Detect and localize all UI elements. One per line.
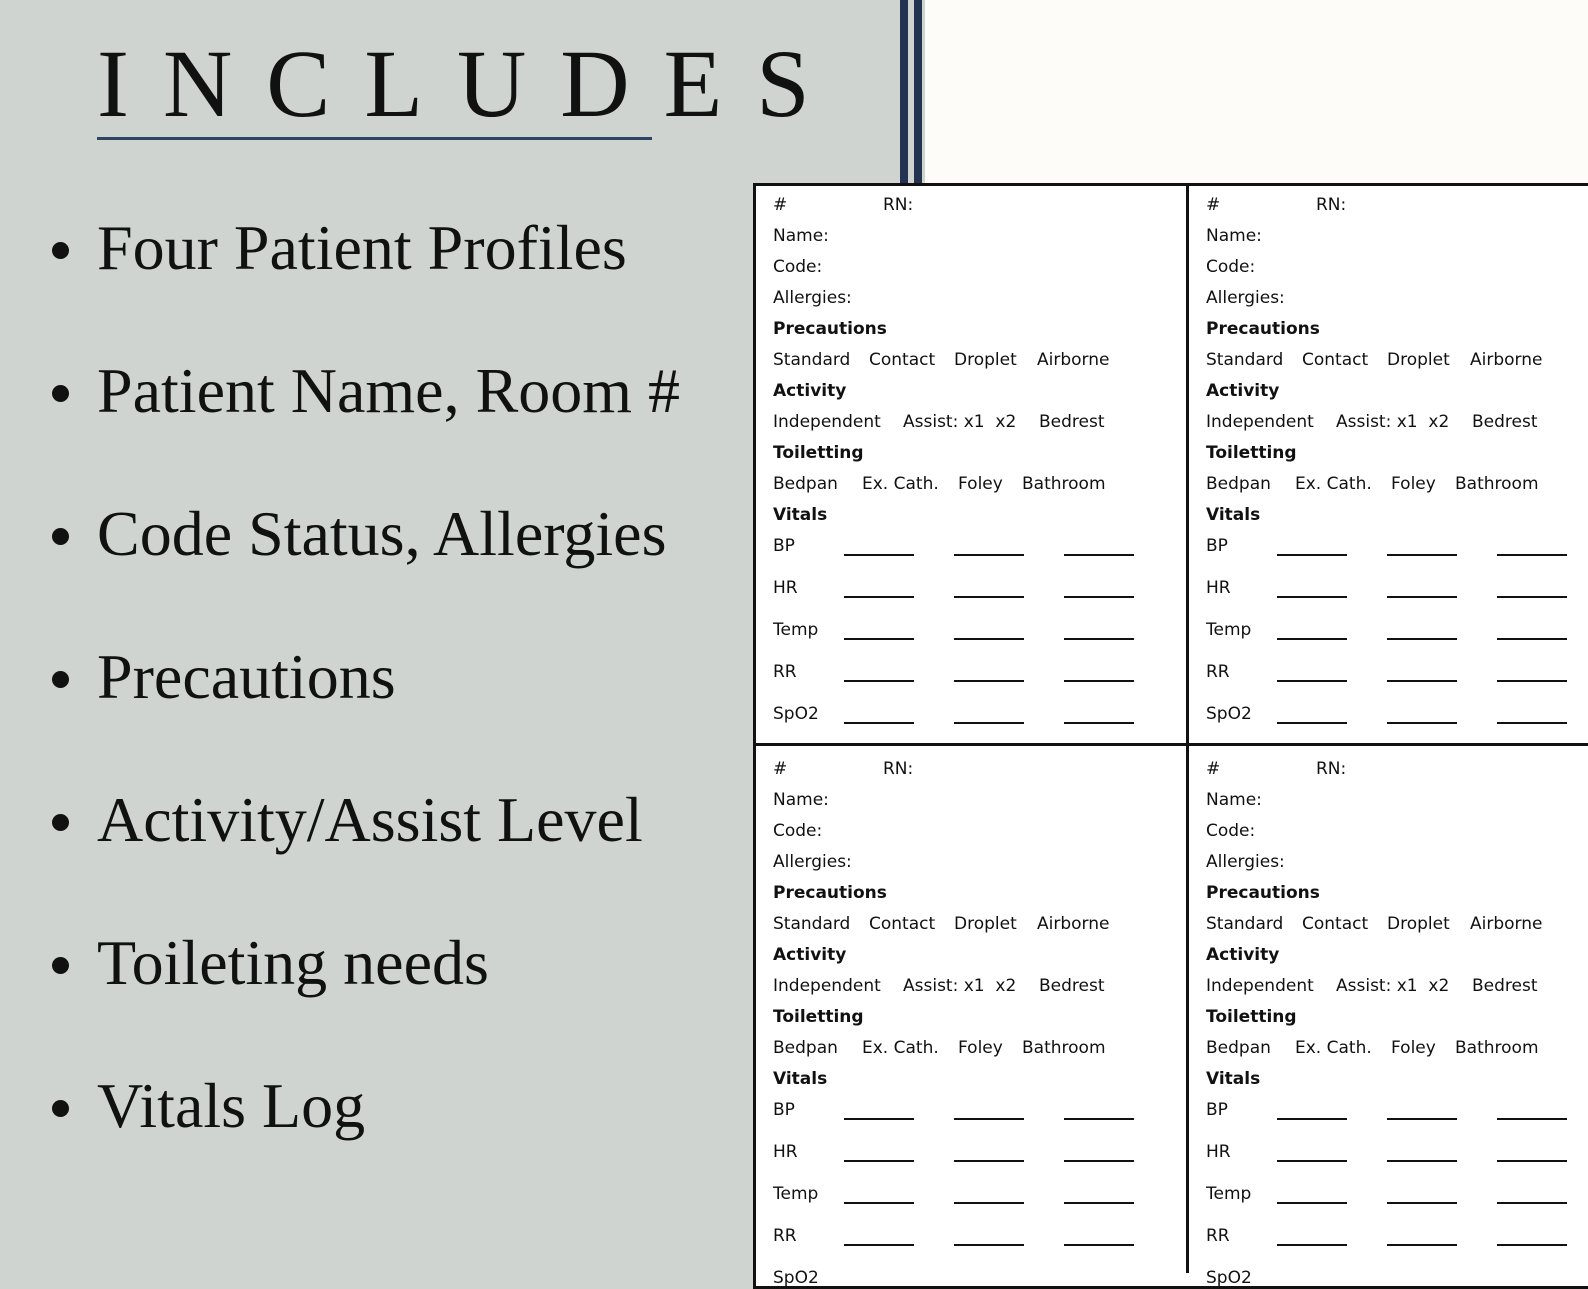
toileting-option: Bathroom	[1022, 474, 1106, 494]
allergies-label: Allergies:	[773, 288, 852, 308]
activity-heading	[1206, 380, 1279, 402]
precaution-option: Airborne	[1037, 350, 1110, 370]
vital-label: SpO2	[773, 1268, 819, 1288]
vital-label: BP	[1206, 536, 1228, 556]
entry-line[interactable]	[954, 1160, 1024, 1162]
precaution-option: Airborne	[1470, 350, 1543, 370]
feature-item	[52, 927, 489, 999]
toileting-option: Bedpan	[1206, 1038, 1271, 1058]
entry-line[interactable]	[1064, 596, 1134, 598]
entry-line[interactable]	[1064, 680, 1134, 682]
entry-line[interactable]	[1277, 554, 1347, 556]
precaution-option: Airborne	[1470, 914, 1543, 934]
sheet-vertical-divider	[1186, 183, 1189, 1273]
entry-line[interactable]	[1277, 1286, 1347, 1288]
precautions-heading	[773, 882, 887, 904]
toileting-heading	[773, 442, 864, 464]
toileting-option: Ex. Cath.	[1295, 1038, 1372, 1058]
entry-line[interactable]	[844, 638, 914, 640]
activity-option: Bedrest	[1039, 976, 1105, 996]
toileting-option: Bathroom	[1455, 1038, 1539, 1058]
rn-label: RN:	[1316, 759, 1347, 779]
activity-heading	[1206, 944, 1279, 966]
toileting-option: Foley	[1391, 474, 1436, 494]
toileting-option: Ex. Cath.	[862, 1038, 939, 1058]
toileting-option: Bedpan	[773, 1038, 838, 1058]
entry-line[interactable]	[1277, 1202, 1347, 1204]
activity-option: Assist: x1 x2	[903, 976, 1017, 996]
activity-option: Assist: x1 x2	[1336, 412, 1450, 432]
precautions-title: Precautions	[1206, 319, 1320, 339]
toileting-option: Ex. Cath.	[862, 474, 939, 494]
vital-label: Temp	[1206, 1184, 1252, 1204]
activity-option: Bedrest	[1472, 976, 1538, 996]
name-label: Name:	[1206, 790, 1262, 810]
precautions-heading	[1206, 318, 1320, 340]
entry-line[interactable]	[1277, 1160, 1347, 1162]
room-label: #	[1206, 759, 1221, 779]
activity-title: Activity	[773, 945, 847, 965]
entry-line[interactable]	[954, 722, 1024, 724]
precautions-title: Precautions	[773, 319, 887, 339]
bullet-dot	[52, 242, 69, 259]
activity-title: Activity	[1206, 381, 1280, 401]
entry-line[interactable]	[954, 680, 1024, 682]
entry-line[interactable]	[1064, 638, 1134, 640]
bullet-dot	[52, 528, 69, 545]
entry-line[interactable]	[1277, 1118, 1347, 1120]
entry-line[interactable]	[1064, 1160, 1134, 1162]
allergies-label: Allergies:	[1206, 288, 1285, 308]
toileting-option: Bedpan	[1206, 474, 1271, 494]
bullet-dot	[52, 814, 69, 831]
toileting-option: Bathroom	[1022, 1038, 1106, 1058]
precaution-option: Droplet	[1387, 914, 1450, 934]
toileting-option: Ex. Cath.	[1295, 474, 1372, 494]
activity-option: Independent	[1206, 412, 1314, 432]
activity-option: Independent	[773, 976, 881, 996]
entry-line[interactable]	[1064, 722, 1134, 724]
precaution-option: Droplet	[1387, 350, 1450, 370]
toileting-title: Toiletting	[773, 1007, 864, 1027]
vital-label: BP	[1206, 1100, 1228, 1120]
precaution-option: Contact	[869, 350, 936, 370]
name-label: Name:	[773, 790, 829, 810]
vital-label: RR	[773, 662, 797, 682]
entry-line[interactable]	[954, 596, 1024, 598]
entry-line[interactable]	[1497, 680, 1567, 682]
bullet-dot	[52, 1100, 69, 1117]
entry-line[interactable]	[1277, 638, 1347, 640]
toileting-title: Toiletting	[1206, 443, 1297, 463]
entry-line[interactable]	[1277, 722, 1347, 724]
entry-line[interactable]	[1277, 1244, 1347, 1246]
vital-label: SpO2	[1206, 1268, 1252, 1288]
vital-label: SpO2	[773, 704, 819, 724]
allergies-label: Allergies:	[1206, 852, 1285, 872]
vital-label: RR	[1206, 1226, 1230, 1246]
feature-label: Vitals Log	[97, 1070, 366, 1141]
feature-label: Precautions	[97, 641, 396, 712]
entry-line[interactable]	[1387, 1160, 1457, 1162]
toileting-heading	[1206, 1006, 1297, 1028]
toileting-option: Bathroom	[1455, 474, 1539, 494]
vitals-title: Vitals	[1206, 1069, 1261, 1089]
feature-item	[52, 641, 396, 713]
precaution-option: Droplet	[954, 914, 1017, 934]
room-label: #	[1206, 195, 1221, 215]
entry-line[interactable]	[1064, 1202, 1134, 1204]
code-label: Code:	[1206, 257, 1256, 277]
entry-line[interactable]	[844, 1160, 914, 1162]
vital-label: BP	[773, 1100, 795, 1120]
activity-title: Activity	[1206, 945, 1280, 965]
entry-line[interactable]	[1387, 1286, 1457, 1288]
code-label: Code:	[773, 821, 823, 841]
precautions-heading	[1206, 882, 1320, 904]
activity-heading	[773, 380, 846, 402]
feature-label: Toileting needs	[97, 927, 489, 998]
activity-option: Assist: x1 x2	[1336, 976, 1450, 996]
feature-label: Patient Name, Room #	[97, 355, 681, 426]
toileting-option: Bedpan	[773, 474, 838, 494]
entry-line[interactable]	[1064, 1286, 1134, 1288]
feature-item	[52, 498, 666, 570]
entry-line[interactable]	[1387, 638, 1457, 640]
toileting-title: Toiletting	[773, 443, 864, 463]
vital-label: HR	[773, 1142, 798, 1162]
precautions-heading	[773, 318, 887, 340]
title-underline	[97, 137, 652, 140]
precautions-title: Precautions	[773, 883, 887, 903]
entry-line[interactable]	[1497, 1286, 1567, 1288]
entry-line[interactable]	[954, 554, 1024, 556]
precaution-option: Airborne	[1037, 914, 1110, 934]
sheet-horizontal-divider	[753, 743, 1588, 746]
entry-line[interactable]	[844, 1202, 914, 1204]
vital-label: Temp	[773, 620, 819, 640]
feature-item	[52, 355, 680, 427]
entry-line[interactable]	[1064, 1118, 1134, 1120]
activity-heading	[773, 944, 846, 966]
vital-label: RR	[773, 1226, 797, 1246]
entry-line[interactable]	[1497, 1244, 1567, 1246]
entry-line[interactable]	[844, 1118, 914, 1120]
precaution-option: Standard	[1206, 914, 1284, 934]
feature-item	[52, 212, 627, 284]
entry-line[interactable]	[954, 1118, 1024, 1120]
entry-line[interactable]	[844, 722, 914, 724]
precautions-title: Precautions	[1206, 883, 1320, 903]
toileting-title: Toiletting	[1206, 1007, 1297, 1027]
entry-line[interactable]	[1064, 554, 1134, 556]
entry-line[interactable]	[1387, 680, 1457, 682]
activity-title: Activity	[773, 381, 847, 401]
precaution-option: Contact	[869, 914, 936, 934]
activity-option: Assist: x1 x2	[903, 412, 1017, 432]
entry-line[interactable]	[844, 1244, 914, 1246]
vitals-heading	[773, 1068, 827, 1090]
activity-option: Independent	[773, 412, 881, 432]
precaution-option: Contact	[1302, 350, 1369, 370]
vital-label: HR	[1206, 1142, 1231, 1162]
entry-line[interactable]	[844, 554, 914, 556]
entry-line[interactable]	[1064, 1244, 1134, 1246]
vitals-heading	[1206, 504, 1260, 526]
name-label: Name:	[1206, 226, 1262, 246]
toileting-option: Foley	[1391, 1038, 1436, 1058]
entry-line[interactable]	[954, 1286, 1024, 1288]
stripe-right	[914, 0, 922, 185]
feature-label: Four Patient Profiles	[97, 212, 627, 283]
entry-line[interactable]	[1387, 722, 1457, 724]
activity-option: Bedrest	[1039, 412, 1105, 432]
entry-line[interactable]	[1387, 1202, 1457, 1204]
name-label: Name:	[773, 226, 829, 246]
rn-label: RN:	[883, 759, 914, 779]
vital-label: RR	[1206, 662, 1230, 682]
vital-label: BP	[773, 536, 795, 556]
feature-item	[52, 784, 643, 856]
entry-line[interactable]	[1387, 554, 1457, 556]
vital-label: HR	[773, 578, 798, 598]
toileting-option: Foley	[958, 474, 1003, 494]
toileting-heading	[773, 1006, 864, 1028]
code-label: Code:	[1206, 821, 1256, 841]
toileting-option: Foley	[958, 1038, 1003, 1058]
entry-line[interactable]	[1497, 1202, 1567, 1204]
entry-line[interactable]	[1277, 680, 1347, 682]
feature-label: Code Status, Allergies	[97, 498, 667, 569]
entry-line[interactable]	[954, 638, 1024, 640]
entry-line[interactable]	[1277, 596, 1347, 598]
room-label: #	[773, 759, 788, 779]
page-title: INCLUDES	[97, 30, 844, 137]
entry-line[interactable]	[1387, 596, 1457, 598]
entry-line[interactable]	[844, 596, 914, 598]
vitals-heading	[1206, 1068, 1260, 1090]
activity-option: Bedrest	[1472, 412, 1538, 432]
vital-label: Temp	[773, 1184, 819, 1204]
entry-line[interactable]	[1497, 596, 1567, 598]
precaution-option: Standard	[773, 914, 851, 934]
entry-line[interactable]	[1497, 722, 1567, 724]
entry-line[interactable]	[844, 680, 914, 682]
room-label: #	[773, 195, 788, 215]
entry-line[interactable]	[954, 1202, 1024, 1204]
allergies-label: Allergies:	[773, 852, 852, 872]
feature-label: Activity/Assist Level	[97, 784, 643, 855]
vital-label: HR	[1206, 578, 1231, 598]
bullet-dot	[52, 385, 69, 402]
stripe-left	[900, 0, 908, 185]
entry-line[interactable]	[1497, 554, 1567, 556]
entry-line[interactable]	[1497, 638, 1567, 640]
vitals-title: Vitals	[773, 1069, 828, 1089]
vitals-heading	[773, 504, 827, 526]
vital-label: SpO2	[1206, 704, 1252, 724]
vitals-title: Vitals	[773, 505, 828, 525]
precaution-option: Standard	[773, 350, 851, 370]
entry-line[interactable]	[1497, 1160, 1567, 1162]
precaution-option: Contact	[1302, 914, 1369, 934]
entry-line[interactable]	[1497, 1118, 1567, 1120]
code-label: Code:	[773, 257, 823, 277]
rn-label: RN:	[883, 195, 914, 215]
entry-line[interactable]	[954, 1244, 1024, 1246]
entry-line[interactable]	[1387, 1118, 1457, 1120]
vital-label: Temp	[1206, 620, 1252, 640]
precaution-option: Droplet	[954, 350, 1017, 370]
bullet-dot	[52, 957, 69, 974]
vitals-title: Vitals	[1206, 505, 1261, 525]
activity-option: Independent	[1206, 976, 1314, 996]
precaution-option: Standard	[1206, 350, 1284, 370]
bullet-dot	[52, 671, 69, 688]
feature-item	[52, 1070, 365, 1142]
entry-line[interactable]	[1387, 1244, 1457, 1246]
entry-line[interactable]	[844, 1286, 914, 1288]
toileting-heading	[1206, 442, 1297, 464]
rn-label: RN:	[1316, 195, 1347, 215]
